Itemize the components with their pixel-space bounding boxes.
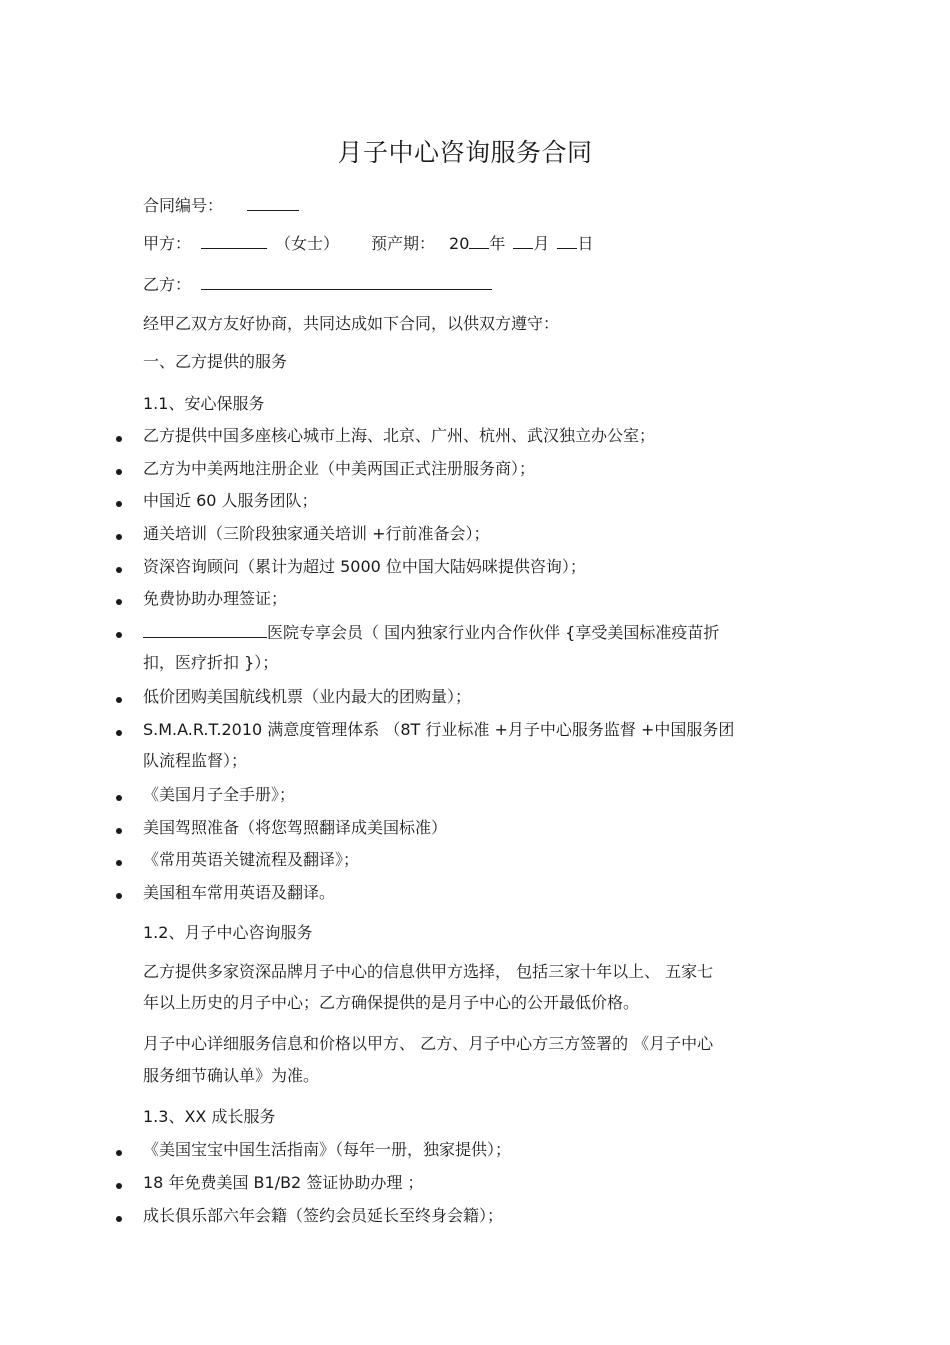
list-item: 乙方为中美两地注册企业（中美两国正式注册服务商）； xyxy=(143,459,536,478)
list-item: 美国租车常用英语及翻译。 xyxy=(143,883,336,902)
paragraph-1-line1: 乙方提供多家资深品牌月子中心的信息供甲方选择， 包括三家十年以上、 五家七 xyxy=(143,962,714,981)
bullet-icon xyxy=(116,730,122,736)
bullet-icon xyxy=(116,599,122,605)
party-a-label: 甲方： xyxy=(143,234,192,253)
section-1-1-heading: 1.1、安心保服务 xyxy=(143,394,265,413)
list-item: 低价团购美国航线机票（业内最大的团购量）； xyxy=(143,687,472,706)
smart-item-line2: 队流程监督）； xyxy=(143,751,248,770)
list-item: 《美国月子全手册》； xyxy=(143,785,296,804)
due-day-label: 日 xyxy=(577,234,594,253)
paragraph-1-line2: 年以上历史的月子中心；乙方确保提供的是月子中心的公开最低价格。 xyxy=(143,993,640,1012)
party-a-line xyxy=(143,232,593,255)
due-day-blank xyxy=(557,232,577,249)
due-month-label: 月 xyxy=(533,234,550,253)
section-1-heading: 一、乙方提供的服务 xyxy=(143,352,288,371)
bullet-icon xyxy=(116,697,122,703)
due-year-prefix: 20 xyxy=(449,234,470,253)
bullet-icon xyxy=(116,567,122,573)
list-item: 乙方提供中国多座核心城市上海、北京、广州、杭州、武汉独立办公室； xyxy=(143,426,656,445)
paragraph-2-line2: 服务细节确认单》为准。 xyxy=(143,1066,320,1085)
due-date-label: 预产期： xyxy=(371,234,436,253)
list-item-hospital xyxy=(143,621,719,644)
party-b-label: 乙方： xyxy=(143,275,192,294)
paragraph-2-line1: 月子中心详细服务信息和价格以甲方、 乙方、月子中心方三方签署的 《月子中心 xyxy=(143,1034,714,1053)
bullet-icon xyxy=(116,795,122,801)
bullet-icon xyxy=(116,534,122,540)
bullet-icon xyxy=(116,501,122,507)
section-1-2-heading: 1.2、月子中心咨询服务 xyxy=(143,923,313,942)
bullet-icon xyxy=(116,1216,122,1222)
list-item: 成长俱乐部六年会籍（签约会员延长至终身会籍）； xyxy=(143,1206,504,1225)
bullet-icon xyxy=(116,860,122,866)
bullet-icon xyxy=(116,436,122,442)
due-month-blank xyxy=(513,232,533,249)
bullet-icon xyxy=(116,893,122,899)
document-title: 月子中心咨询服务合同 xyxy=(337,138,593,167)
party-b-name-blank xyxy=(201,273,492,290)
party-a-suffix: （女士） xyxy=(275,234,340,253)
bullet-icon xyxy=(116,828,122,834)
due-year-blank xyxy=(469,232,489,249)
due-year-label: 年 xyxy=(489,234,506,253)
section-1-3-heading: 1.3、XX 成长服务 xyxy=(143,1107,276,1126)
party-b-line xyxy=(143,273,492,296)
list-item: 《美国宝宝中国生活指南》（每年一册，独家提供）； xyxy=(143,1140,512,1159)
hospital-item-line2: 扣，医疗折扣 }）； xyxy=(143,653,279,672)
contract-number-blank xyxy=(247,194,299,211)
contract-number-line xyxy=(143,194,299,217)
intro-text: 经甲乙双方友好协商，共同达成如下合同，以供双方遵守： xyxy=(143,314,560,333)
list-item: 中国近 60 人服务团队； xyxy=(143,491,318,510)
bullet-icon xyxy=(116,1183,122,1189)
list-item: 免费协助办理签证； xyxy=(143,589,288,608)
bullet-icon xyxy=(116,632,122,638)
hospital-name-blank xyxy=(143,621,267,638)
list-item: 通关培训（三阶段独家通关培训 +行前准备会）； xyxy=(143,524,490,543)
list-item: 资深咨询顾问（累计为超过 5000 位中国大陆妈咪提供咨询）； xyxy=(143,557,586,576)
bullet-icon xyxy=(116,1150,122,1156)
smart-item-line1: S.M.A.R.T.2010 满意度管理体系 （8T 行业标准 +月子中心服务监督 +中国服务团 xyxy=(143,720,735,739)
contract-number-label: 合同编号： xyxy=(143,196,224,215)
party-a-name-blank xyxy=(201,232,267,249)
bullet-icon xyxy=(116,469,122,475)
list-item: 美国驾照准备（将您驾照翻译成美国标准） xyxy=(143,818,448,837)
hospital-item-line1: 医院专享会员（ 国内独家行业内合作伙伴 {享受美国标准疫苗折 xyxy=(267,623,720,642)
list-item: 18 年免费美国 B1/B2 签证协助办理 ； xyxy=(143,1173,424,1192)
list-item: 《常用英语关键流程及翻译》； xyxy=(143,850,360,869)
